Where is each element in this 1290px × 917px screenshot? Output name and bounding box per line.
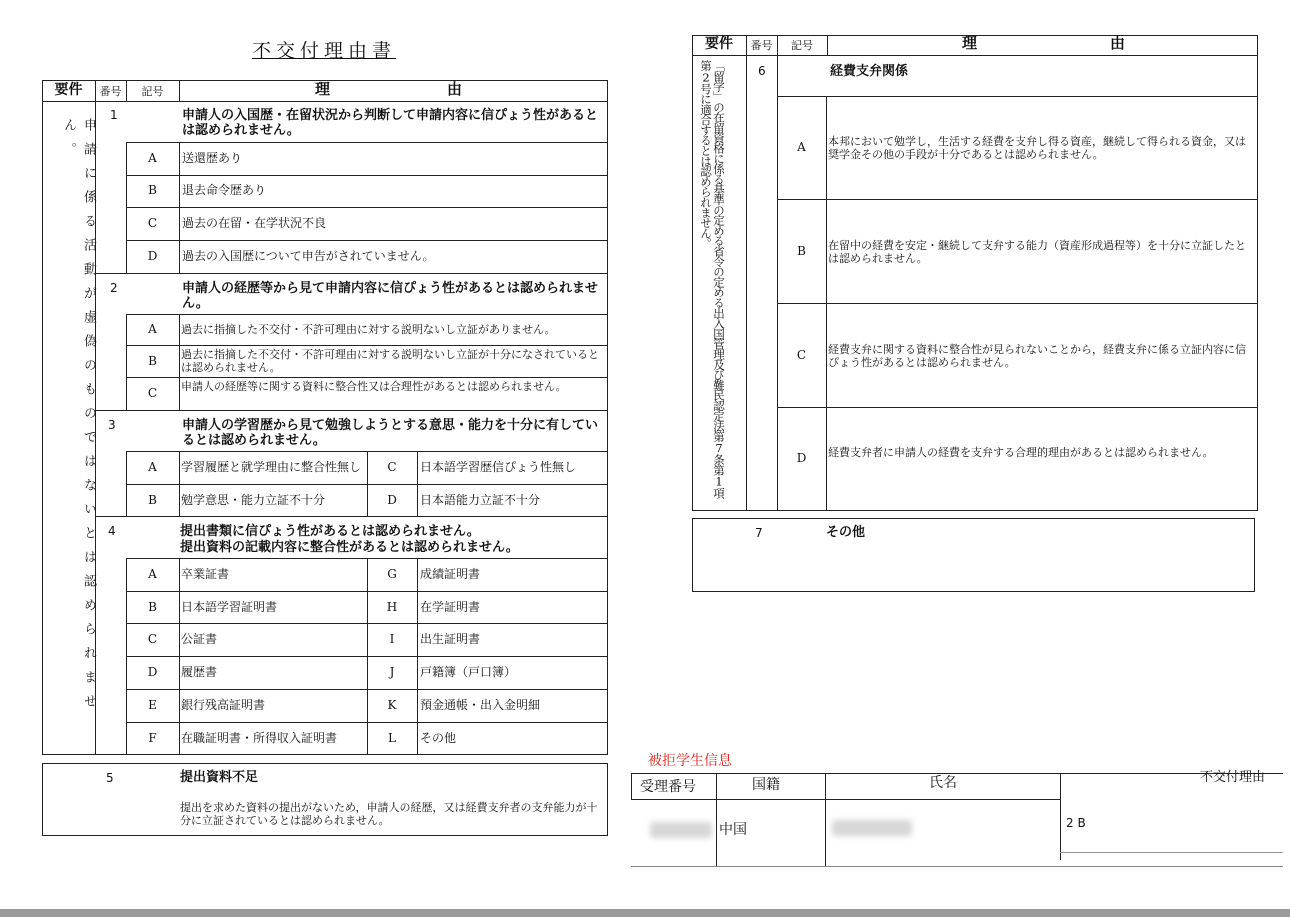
s4-item-i-code: I	[389, 632, 395, 646]
header-number: 番号	[99, 85, 122, 98]
page-title: 不交付理由書	[252, 40, 397, 62]
s4-item-c-code: C	[147, 632, 158, 646]
s4-item-h-code: H	[386, 600, 398, 614]
s1-item-a-text: 送還歴あり	[182, 151, 243, 165]
s4-item-d-code: D	[147, 665, 158, 679]
s6-item-b-text: 在留中の経費を安定・継続して支弁する能力（資産形成過程等）を十分に立証したとは認められません。	[828, 239, 1246, 265]
section-5-text: 提出を求めた資料の提出がないため，申請人の経歴，又は経費支弁者の支弁能力が十分に立証されているとは認められません。	[180, 801, 598, 827]
right-header-requirement: 要件	[705, 36, 733, 52]
student-refusal-reason: 2 B	[1066, 816, 1086, 830]
s1-item-b-text: 退去命令歴あり	[182, 183, 267, 197]
section-7-title: その他	[826, 525, 866, 540]
redacted-student-name	[832, 820, 912, 836]
requirement-vertical-text: 申請に係る活動が虚偽のものではないとは認められません。	[61, 118, 96, 718]
s4-item-j-code: J	[389, 665, 395, 679]
s2-item-b-text: 過去に指摘した不交付・不許可理由に対する説明ないし立証が十分になされているとは認められません。	[181, 348, 599, 374]
right-header-symbol: 記号	[791, 39, 813, 52]
s3-item-b-code: B	[148, 493, 157, 507]
redacted-receipt-number	[650, 822, 712, 838]
section-1-number: 1	[110, 108, 118, 122]
s2-item-c-text: 申請人の経歴等に関する資料に整合性又は合理性があるとは認められません。	[181, 380, 567, 393]
s1-item-d-text: 過去の入国歴について申告がされていません。	[182, 249, 435, 263]
s4-item-k-text: 預金通帳・出入金明細	[420, 698, 541, 712]
header-name: 氏名	[929, 775, 957, 791]
s4-item-j-text: 戸籍簿（戸口簿）	[420, 665, 517, 679]
header-nationality: 国籍	[752, 777, 780, 793]
header-refusal-reason: 不交付理由	[1200, 770, 1266, 785]
s4-item-a-text: 卒業証書	[181, 567, 230, 581]
s4-item-f-code: F	[148, 731, 157, 745]
s1-item-d-code: D	[147, 249, 158, 263]
s4-item-i-text: 出生証明書	[420, 632, 481, 646]
s6-item-a-text: 本邦において勉学し，生活する経費を支弁し得る資産，継続して得られる資金，又は奨学金その他の手段が十分であるとは認められません。	[828, 135, 1246, 161]
s4-item-g-text: 成績証明書	[420, 567, 481, 581]
s2-item-c-code: C	[147, 386, 158, 400]
s1-item-c-text: 過去の在留・在学状況不良	[182, 216, 327, 230]
s3-item-b-text: 勉学意思・能力立証不十分	[181, 493, 326, 507]
s3-item-a-code: A	[148, 460, 157, 474]
section-7-number: 7	[755, 526, 763, 540]
s4-item-c-text: 公証書	[181, 632, 218, 646]
s4-item-e-text: 銀行残高証明書	[181, 698, 266, 712]
right-header-reason-yu: 由	[1110, 34, 1126, 52]
section-6-title: 経費支弁関係	[830, 64, 909, 79]
s2-item-b-code: B	[148, 354, 157, 368]
s4-item-h-text: 在学証明書	[420, 600, 481, 614]
s2-item-a-code: A	[148, 322, 157, 336]
s6-item-d-text: 経費支弁者に申請人の経費を支弁する合理的理由があるとは認められません。	[828, 446, 1214, 459]
section-2-text: 申請人の経歴等から見て申請内容に信ぴょう性があるとは認められません。	[182, 281, 599, 311]
s3-item-d-code: D	[387, 493, 397, 507]
section-2-number: 2	[110, 281, 118, 295]
section-5-title: 提出資料不足	[180, 770, 259, 785]
section-4-text-1: 提出書類に信ぴょう性があるとは認められません。	[180, 524, 480, 539]
s1-item-b-code: B	[148, 183, 157, 197]
s1-item-c-code: C	[147, 216, 158, 230]
s1-item-a-code: A	[148, 151, 157, 165]
header-requirement: 要件	[54, 82, 83, 98]
s4-item-a-code: A	[148, 567, 157, 581]
s6-item-c-code: C	[796, 348, 807, 362]
s4-item-l-code: L	[388, 731, 396, 745]
s4-item-f-text: 在職証明書・所得収入証明書	[181, 731, 338, 745]
student-info-caption: 被拒学生信息	[648, 753, 732, 769]
section-4-text-2: 提出資料の記載内容に整合性があるとは認められません。	[180, 540, 519, 555]
s3-item-c-code: C	[387, 460, 397, 474]
s4-item-k-code: K	[387, 698, 397, 712]
s4-item-b-code: B	[148, 600, 157, 614]
s4-item-l-text: その他	[420, 731, 457, 745]
header-receipt-number: 受理番号	[640, 779, 696, 795]
right-header-reason-ri: 理	[962, 34, 978, 52]
s3-item-d-text: 日本語能力立証不十分	[420, 493, 541, 507]
right-header-number: 番号	[750, 39, 773, 52]
s6-item-a-code: A	[797, 140, 806, 154]
section-5-number: 5	[106, 771, 114, 785]
section-4-number: 4	[108, 524, 116, 538]
s6-item-d-code: D	[796, 451, 807, 465]
section-6-number: 6	[758, 64, 766, 78]
s2-item-a-text: 過去に指摘した不交付・不許可理由に対する説明ないし立証がありません。	[181, 323, 556, 336]
header-symbol: 記号	[141, 85, 164, 98]
section-7-box	[692, 518, 1255, 592]
bottom-border	[0, 909, 1290, 917]
header-reason-yu: 由	[447, 80, 463, 98]
s3-item-c-text: 日本語学習歴信ぴょう性無し	[420, 460, 577, 474]
section-1-text: 申請人の入国歴・在留状況から判断して申請内容に信ぴょう性があるとは認められません。	[182, 108, 599, 138]
student-nationality: 中国	[719, 822, 747, 838]
header-reason-ri: 理	[315, 80, 331, 98]
s4-item-b-text: 日本語学習証明書	[181, 600, 278, 614]
section-3-number: 3	[108, 418, 116, 432]
s3-item-a-text: 学習履歴と就学理由に整合性無し	[181, 460, 362, 474]
s4-item-d-text: 履歴書	[181, 665, 218, 679]
section-3-text: 申請人の学習歴から見て勉強しようとする意思・能力を十分に有しているとは認められません。	[182, 418, 599, 448]
s6-item-c-text: 経費支弁に関する資料に整合性が見られないことから，経費支弁に係る立証内容に信ぴょう性があるとは認められません。	[828, 343, 1246, 369]
s6-item-b-code: B	[797, 244, 806, 258]
s4-item-g-code: G	[387, 567, 397, 581]
s4-item-e-code: E	[148, 698, 157, 712]
right-requirement-vertical-text: 「留学」の在留資格に係る基準の定める省令の定める出入国管理及び難民認定法第7条第1項第2号に適合するとは認められません。	[699, 60, 726, 498]
